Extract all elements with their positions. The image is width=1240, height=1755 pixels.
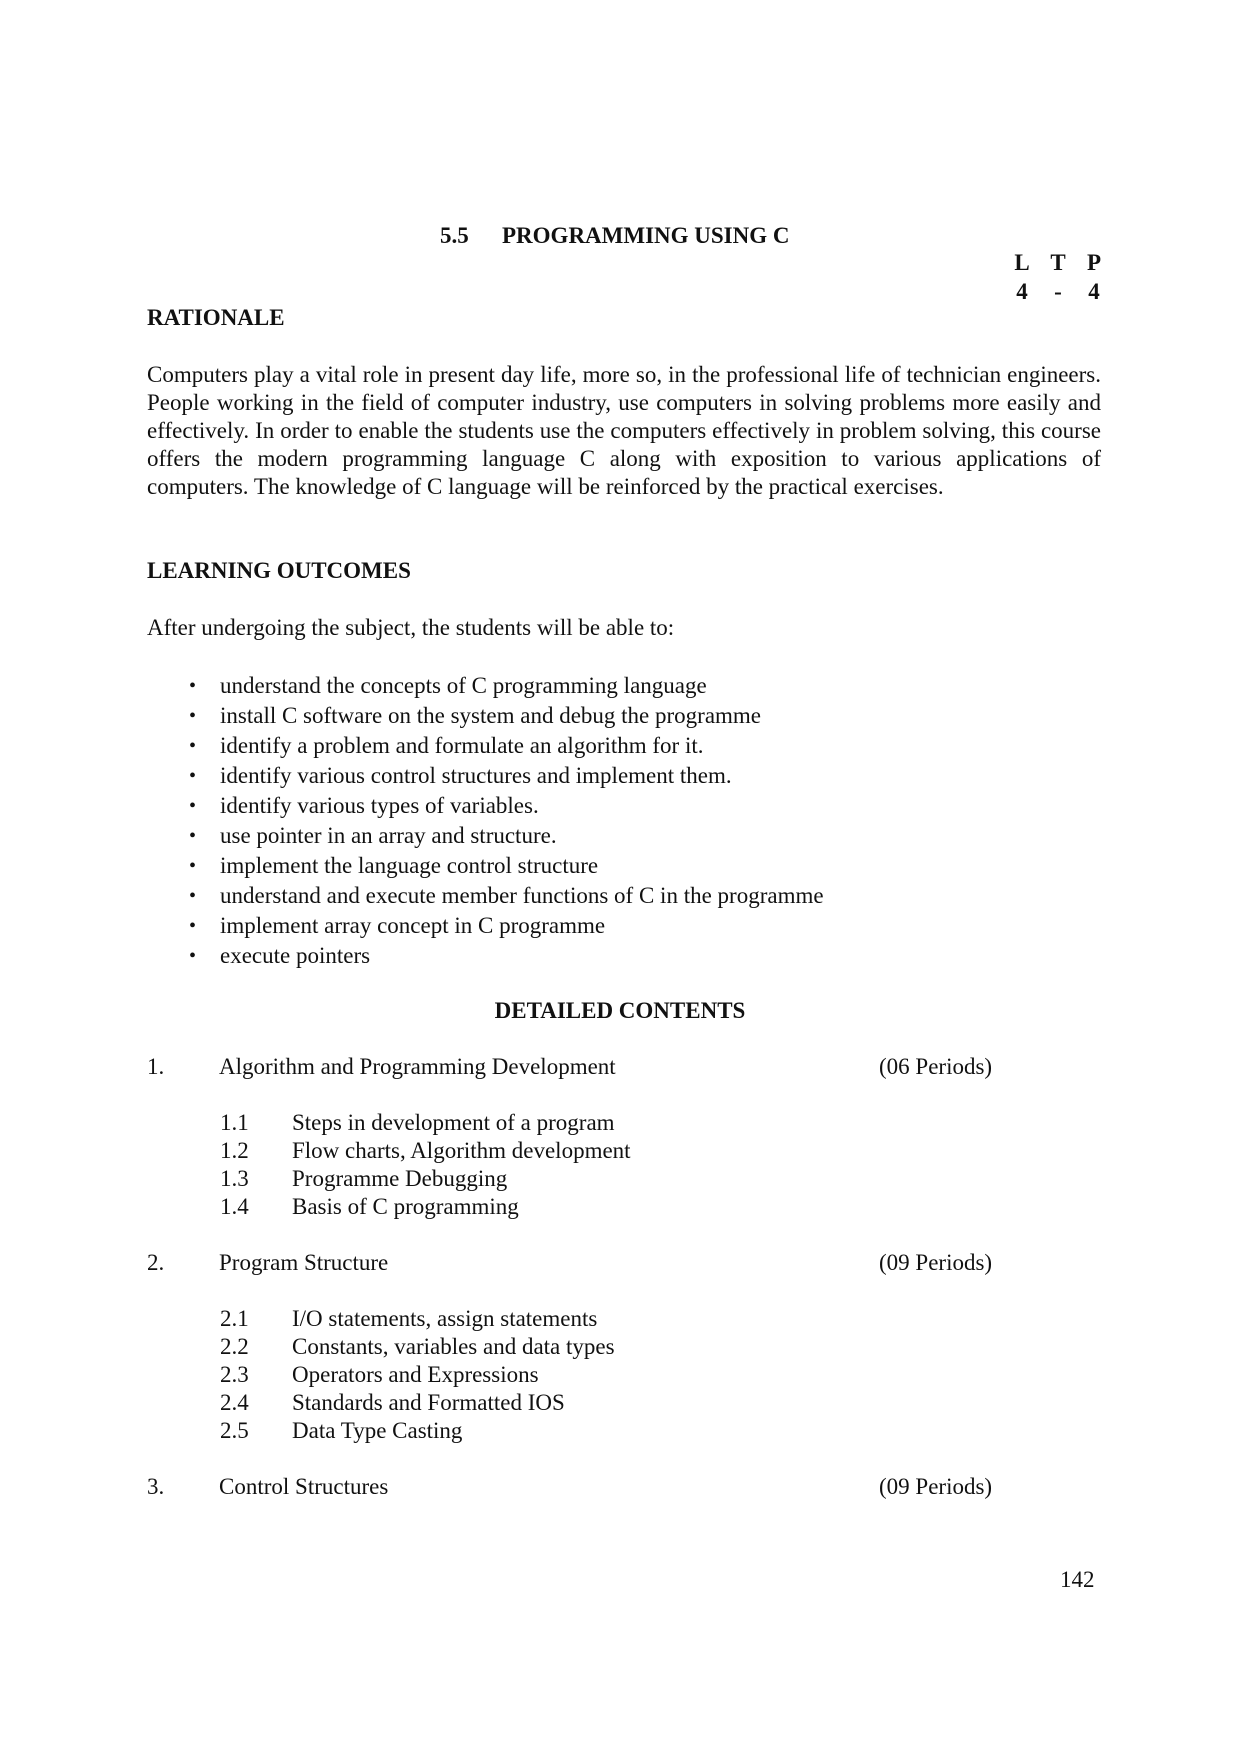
page-title: [440, 222, 790, 250]
topic-number: 2.1: [220, 1306, 249, 1331]
unit-title: Algorithm and Programming Development: [219, 1054, 616, 1079]
list-item: [189, 941, 824, 971]
section-number: 5.5: [440, 223, 469, 248]
outcome-text: use pointer in an array and structure.: [220, 823, 557, 848]
topic-text: Flow charts, Algorithm development: [292, 1138, 631, 1163]
detailed-contents-heading: DETAILED CONTENTS: [494, 998, 746, 1023]
list-item: [189, 671, 824, 701]
topic-text: Steps in development of a program: [292, 1110, 615, 1135]
list-item: [189, 851, 824, 881]
outcome-text: execute pointers: [220, 943, 371, 968]
unit-number: 1.: [147, 1054, 165, 1079]
bullet-icon: •: [189, 855, 197, 877]
bullet-icon: •: [189, 825, 197, 847]
learning-outcomes-list: [189, 671, 824, 971]
bullet-icon: •: [189, 705, 197, 727]
topic-number: 1.3: [220, 1166, 249, 1191]
unit-title: Program Structure: [219, 1250, 389, 1275]
outcome-text: understand and execute member functions of C in the programme: [220, 883, 824, 908]
topic-number: 2.2: [220, 1334, 249, 1359]
unit-number: 2.: [147, 1250, 165, 1275]
page-number: 142: [1060, 1567, 1095, 1592]
list-item: [189, 731, 824, 761]
list-item: [189, 881, 824, 911]
bullet-icon: •: [189, 765, 197, 787]
learning-outcomes-heading: LEARNING OUTCOMES: [147, 558, 411, 583]
topic-text: Basis of C programming: [292, 1194, 519, 1219]
topic-text: Programme Debugging: [292, 1166, 508, 1191]
list-item: [189, 761, 824, 791]
topic-number: 2.3: [220, 1362, 249, 1387]
list-item: [189, 791, 824, 821]
unit-periods: (06 Periods): [879, 1054, 993, 1079]
list-item: [189, 821, 824, 851]
topic-number: 1.2: [220, 1138, 249, 1163]
outcome-text: install C software on the system and debug the programme: [220, 703, 762, 728]
outcome-text: identify various control structures and implement them.: [220, 763, 732, 788]
topic-text: Data Type Casting: [292, 1418, 463, 1443]
outcome-text: implement the language control structure: [220, 853, 599, 878]
outcome-text: implement array concept in C programme: [220, 913, 606, 938]
ltp-header-l: L: [1014, 250, 1030, 275]
topic-text: Constants, variables and data types: [292, 1334, 615, 1359]
outcome-text: understand the concepts of C programming language: [220, 673, 707, 698]
ltp-values: [1012, 277, 1104, 306]
section-title: PROGRAMMING USING C: [502, 223, 790, 248]
topic-number: 1.1: [220, 1110, 249, 1135]
ltp-table: [1012, 248, 1104, 306]
outcome-text: identify a problem and formulate an algorithm for it.: [220, 733, 704, 758]
topic-text: Standards and Formatted IOS: [292, 1390, 565, 1415]
unit-periods: (09 Periods): [879, 1474, 993, 1499]
topic-number: 2.4: [220, 1390, 249, 1415]
ltp-headers: [1012, 248, 1104, 277]
ltp-value-l: 4: [1016, 279, 1028, 304]
list-item: [189, 701, 824, 731]
bullet-icon: •: [189, 675, 197, 697]
rationale-text: Computers play a vital role in present day life, more so, in the professional life of technician engineers. People working in the field of computer industry, use computers in solving problems more easily and effectively. In order to enable the students use the computers effectively in problem solving, this course offers the modern programming language C along with exposition to various applications of computers. The knowledge of C language will be reinforced by the practical exercises.: [147, 362, 1101, 499]
learning-outcomes-intro: After undergoing the subject, the students will be able to:: [147, 615, 675, 640]
unit-row: [147, 1053, 1007, 1081]
rationale-heading: RATIONALE: [147, 305, 285, 330]
bullet-icon: •: [189, 795, 197, 817]
topic-number: 1.4: [220, 1194, 249, 1219]
ltp-header-t: T: [1050, 250, 1066, 275]
unit-row: [147, 1249, 1007, 1277]
bullet-icon: •: [189, 945, 197, 967]
bullet-icon: •: [189, 915, 197, 937]
outcome-text: identify various types of variables.: [220, 793, 539, 818]
topic-text: I/O statements, assign statements: [292, 1306, 598, 1331]
ltp-value-p: 4: [1088, 279, 1100, 304]
bullet-icon: •: [189, 885, 197, 907]
topic-text: Operators and Expressions: [292, 1362, 539, 1387]
ltp-header-p: P: [1086, 250, 1102, 275]
list-item: [189, 911, 824, 941]
unit-row: [147, 1473, 1007, 1501]
ltp-value-t: -: [1054, 279, 1062, 304]
topic-number: 2.5: [220, 1418, 249, 1443]
unit-title: Control Structures: [219, 1474, 389, 1499]
unit-periods: (09 Periods): [879, 1250, 993, 1275]
bullet-icon: •: [189, 735, 197, 757]
unit-number: 3.: [147, 1474, 165, 1499]
